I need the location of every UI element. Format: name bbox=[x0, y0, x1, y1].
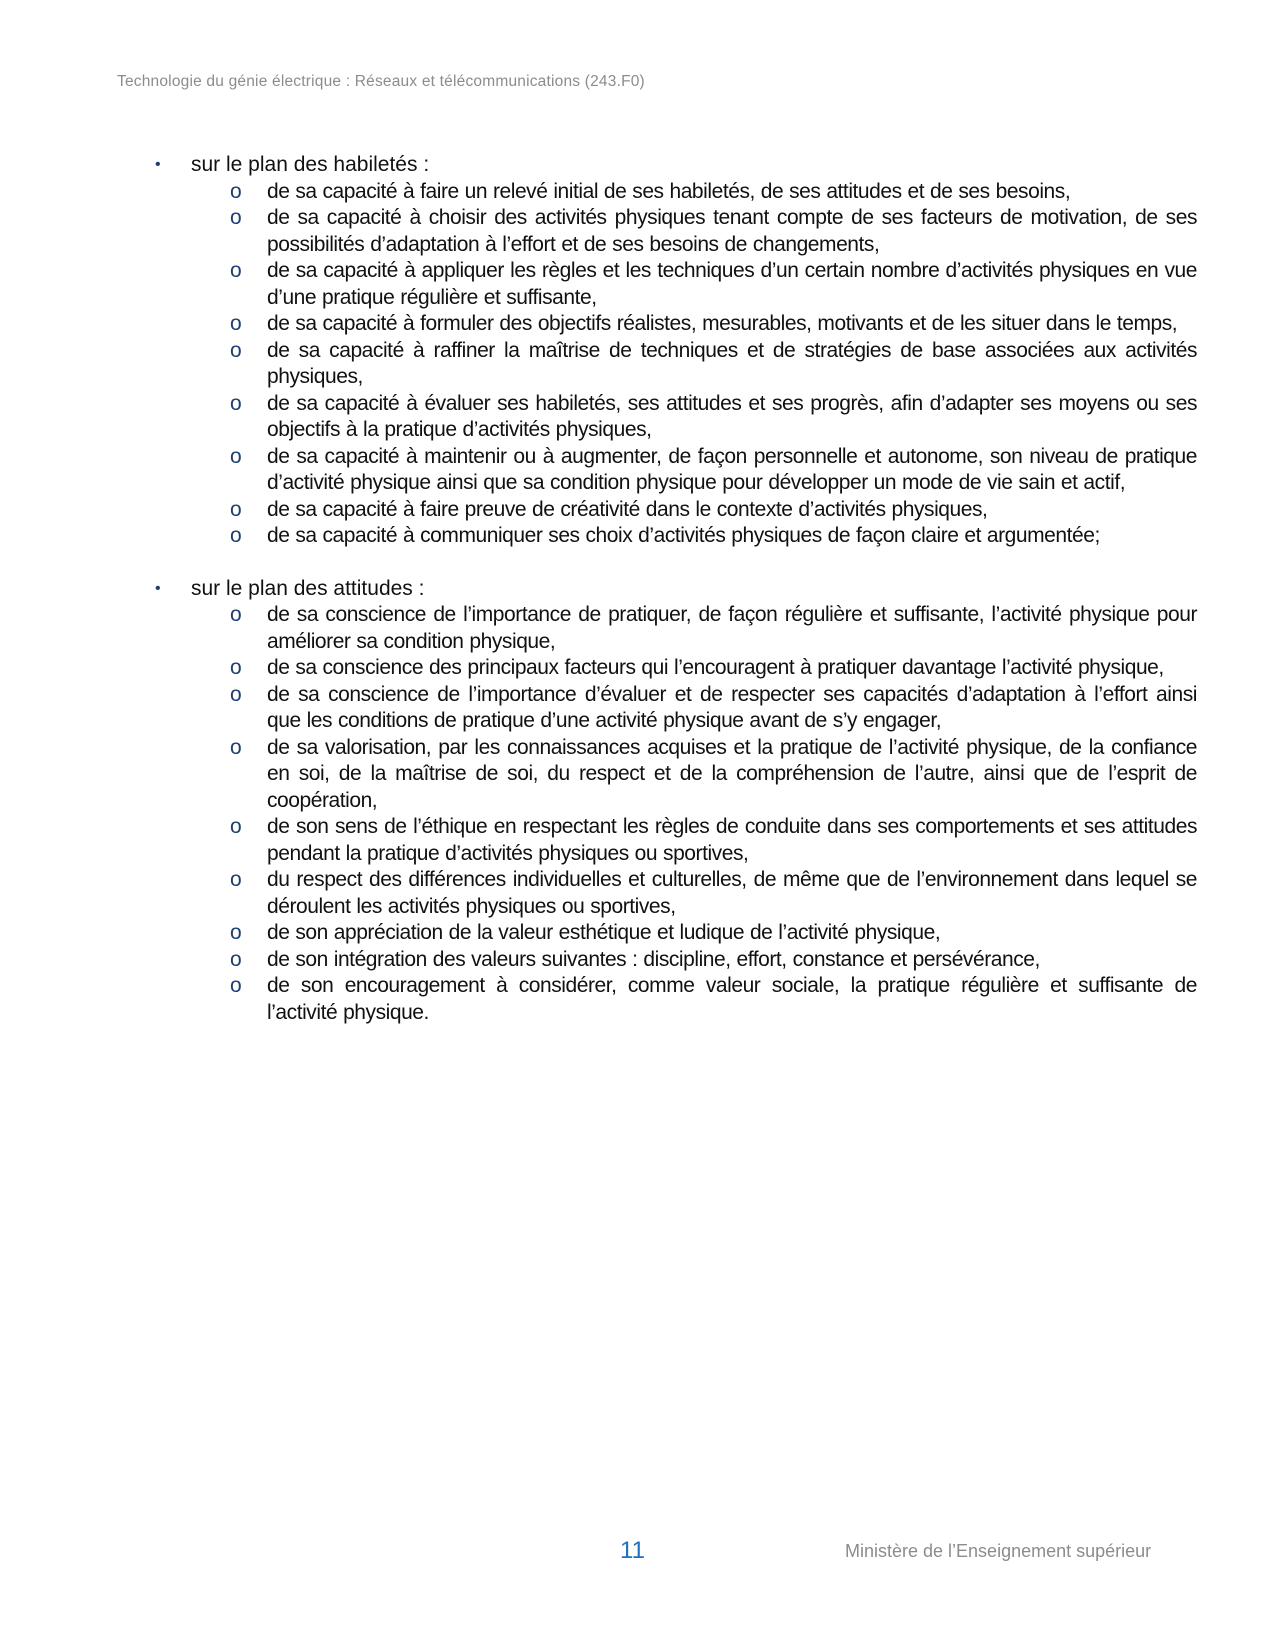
list-item bbox=[117, 444, 1197, 497]
sub-bullet-marker: o bbox=[230, 179, 242, 203]
sub-list-attitudes bbox=[117, 602, 1197, 1026]
sub-bullet-marker: o bbox=[230, 656, 242, 679]
list-item bbox=[117, 338, 1197, 391]
list-item-text: de sa conscience des principaux facteurs qui l’encouragent à pratiquer davantage l’activité physique, bbox=[267, 656, 1164, 679]
sub-bullet-marker: o bbox=[230, 259, 242, 282]
list-item-text: de sa capacité à raffiner la maîtrise de techniques et de stratégies de base associées aux activités physiques, bbox=[267, 338, 1197, 388]
list-item-text: de sa capacité à faire un relevé initial de ses habiletés, de ses attitudes et de ses besoins, bbox=[267, 179, 1071, 203]
sub-bullet-marker: o bbox=[230, 391, 242, 415]
sub-bullet-marker: o bbox=[230, 868, 242, 891]
list-item bbox=[117, 179, 1197, 206]
section-heading bbox=[117, 576, 1197, 603]
footer-organization: Ministère de l’Enseignement supérieur bbox=[845, 1541, 1152, 1561]
list-item bbox=[117, 973, 1197, 1026]
list-item-text: de sa capacité à faire preuve de créativité dans le contexte d’activités physiques, bbox=[267, 497, 988, 521]
list-item-text: de sa conscience de l’importance de pratiquer, de façon régulière et suffisante, l’activité physique pour améliorer sa condition physique, bbox=[267, 603, 1197, 653]
list-item-text: de sa valorisation, par les connaissances acquises et la pratique de l’activité physique, de la confiance en soi, de la maîtrise de soi, du respect et de la compréhension de l’autre, ainsi que de l’esprit de coopération, bbox=[267, 735, 1197, 812]
list-item bbox=[117, 735, 1197, 815]
list-item bbox=[117, 947, 1197, 974]
list-item-text: de sa capacité à choisir des activités physiques tenant compte de ses facteurs de motivation, de ses possibilités d’adaptation à l’effort et de ses besoins de changements, bbox=[267, 206, 1197, 256]
sub-list-container bbox=[117, 602, 1197, 1026]
document-body bbox=[117, 152, 1197, 1026]
list-item bbox=[117, 602, 1197, 655]
list-item-text: de sa capacité à évaluer ses habiletés, ses attitudes et ses progrès, afin d’adapter ses moyens ou ses objectifs à la pratique d’activités physiques, bbox=[267, 391, 1197, 441]
running-header: Technologie du génie électrique : Réseaux et télécommunications (243.F0) bbox=[117, 73, 645, 90]
list-item-text: de sa capacité à maintenir ou à augmenter, de façon personnelle et autonome, son niveau de pratique d’activité physique ainsi que sa condition physique pour développer un mode de vie sain et actif, bbox=[267, 444, 1197, 494]
list-item bbox=[117, 920, 1197, 947]
list-item-text: de sa capacité à communiquer ses choix d’activités physiques de façon claire et argumentée; bbox=[267, 524, 1100, 547]
sub-bullet-marker: o bbox=[230, 524, 242, 547]
sub-list-habiletes bbox=[117, 179, 1197, 550]
list-item bbox=[117, 867, 1197, 920]
sub-bullet-marker: o bbox=[230, 974, 242, 997]
section-heading bbox=[117, 152, 1197, 179]
section-heading-text: sur le plan des habiletés : bbox=[191, 153, 430, 176]
bullet-marker: • bbox=[155, 579, 161, 597]
sub-bullet-marker: o bbox=[230, 735, 242, 759]
list-item-text: de son encouragement à considérer, comme valeur sociale, la pratique régulière et suffisante de l’activité physique. bbox=[267, 974, 1197, 1024]
sub-list-container bbox=[117, 179, 1197, 550]
sub-bullet-marker: o bbox=[230, 603, 242, 626]
sub-bullet-marker: o bbox=[230, 497, 242, 521]
sub-bullet-marker: o bbox=[230, 206, 242, 229]
list-item bbox=[117, 205, 1197, 258]
sub-bullet-marker: o bbox=[230, 338, 242, 362]
section-heading-text: sur le plan des attitudes : bbox=[191, 576, 425, 600]
section-attitudes bbox=[117, 576, 1197, 1027]
sub-bullet-marker: o bbox=[230, 312, 242, 335]
sub-bullet-marker: o bbox=[230, 947, 242, 971]
list-item-text: de sa conscience de l’importance d’évaluer et de respecter ses capacités d’adaptation à l’effort ainsi que les conditions de pratique d’une activité physique avant de s’y engager, bbox=[267, 682, 1197, 732]
list-item-text: de sa capacité à appliquer les règles et les techniques d’un certain nombre d’activités physiques en vue d’une pratique régulière et suffisante, bbox=[267, 259, 1197, 309]
list-item bbox=[117, 391, 1197, 444]
list-item bbox=[117, 311, 1197, 338]
page-number: 11 bbox=[620, 1537, 645, 1564]
sub-bullet-marker: o bbox=[230, 444, 242, 468]
list-item bbox=[117, 258, 1197, 311]
list-item-text: du respect des différences individuelles et culturelles, de même que de l’environnement dans lequel se déroulent les activités physiques ou sportives, bbox=[267, 868, 1197, 918]
list-item bbox=[117, 682, 1197, 735]
list-item-text: de son intégration des valeurs suivantes : discipline, effort, constance et persévérance, bbox=[267, 947, 1040, 971]
list-item bbox=[117, 523, 1197, 550]
list-item-text: de son appréciation de la valeur esthétique et ludique de l’activité physique, bbox=[267, 921, 941, 944]
list-item bbox=[117, 655, 1197, 682]
sub-bullet-marker: o bbox=[230, 921, 242, 944]
list-item-text: de sa capacité à formuler des objectifs réalistes, mesurables, motivants et de les situer dans le temps, bbox=[267, 312, 1178, 335]
sub-bullet-marker: o bbox=[230, 682, 242, 706]
sub-bullet-marker: o bbox=[230, 815, 242, 838]
list-item bbox=[117, 497, 1197, 524]
bullet-marker: • bbox=[155, 156, 161, 173]
list-item-text: de son sens de l’éthique en respectant les règles de conduite dans ses comportements et ses attitudes pendant la pratique d’activités physiques ou sportives, bbox=[267, 815, 1197, 865]
section-habiletes bbox=[117, 152, 1197, 550]
list-item bbox=[117, 814, 1197, 867]
